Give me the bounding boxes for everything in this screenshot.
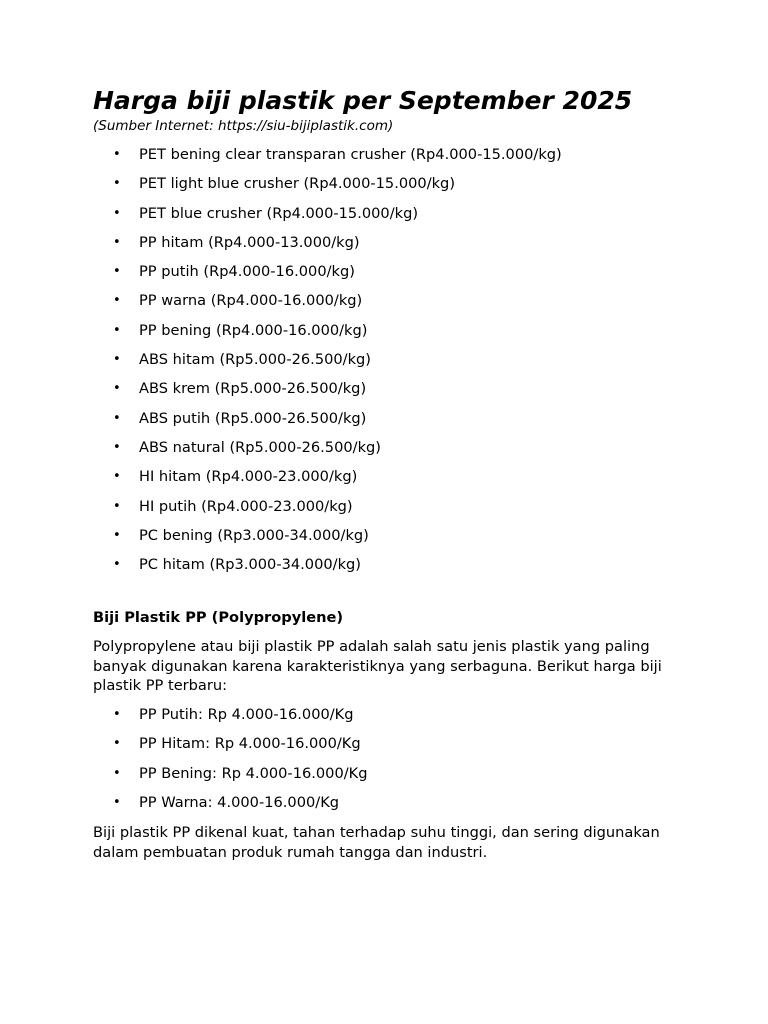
list-item: • PP Warna: 4.000-16.000/Kg <box>93 788 693 817</box>
list-item: • ABS putih (Rp5.000-26.500/kg) <box>93 404 693 433</box>
list-item: • PP Hitam: Rp 4.000-16.000/Kg <box>93 729 693 758</box>
section-closing: Biji plastik PP dikenal kuat, tahan terhadap suhu tinggi, dan sering digunakan dalam pembuatan produk rumah tangga dan industri. <box>93 824 660 861</box>
document-page <box>93 84 693 862</box>
list-item: • HI putih (Rp4.000-23.000/kg) <box>93 492 693 521</box>
list-item: • PC bening (Rp3.000-34.000/kg) <box>93 521 693 550</box>
list-item: • PP Putih: Rp 4.000-16.000/Kg <box>93 700 693 729</box>
list-item: • PP putih (Rp4.000-16.000/kg) <box>93 257 693 286</box>
source-note: (Sumber Internet: https://siu-bijiplastik.com) <box>93 118 394 134</box>
list-item: • PP hitam (Rp4.000-13.000/kg) <box>93 228 693 257</box>
list-item: • ABS natural (Rp5.000-26.500/kg) <box>93 433 693 462</box>
list-item: • HI hitam (Rp4.000-23.000/kg) <box>93 462 693 491</box>
pp-price-list <box>93 700 693 817</box>
price-list <box>93 140 693 579</box>
list-item: • PET blue crusher (Rp4.000-15.000/kg) <box>93 199 693 228</box>
list-item: • ABS hitam (Rp5.000-26.500/kg) <box>93 345 693 374</box>
section-intro: Polypropylene atau biji plastik PP adalah salah satu jenis plastik yang paling banyak digunakan karena karakteristiknya yang serbaguna. Berikut harga biji plastik PP terbaru: <box>93 638 662 695</box>
list-item: • PET light blue crusher (Rp4.000-15.000/kg) <box>93 169 693 198</box>
list-item: • ABS krem (Rp5.000-26.500/kg) <box>93 374 693 403</box>
section-heading: Biji Plastik PP (Polypropylene) <box>93 609 344 627</box>
list-item: • PP Bening: Rp 4.000-16.000/Kg <box>93 759 693 788</box>
page-title: Harga biji plastik per September 2025 <box>93 86 633 115</box>
list-item: • PP warna (Rp4.000-16.000/kg) <box>93 286 693 315</box>
list-item: • PC hitam (Rp3.000-34.000/kg) <box>93 550 693 579</box>
list-item: • PP bening (Rp4.000-16.000/kg) <box>93 316 693 345</box>
list-item: • PET bening clear transparan crusher (Rp4.000-15.000/kg) <box>93 140 693 169</box>
